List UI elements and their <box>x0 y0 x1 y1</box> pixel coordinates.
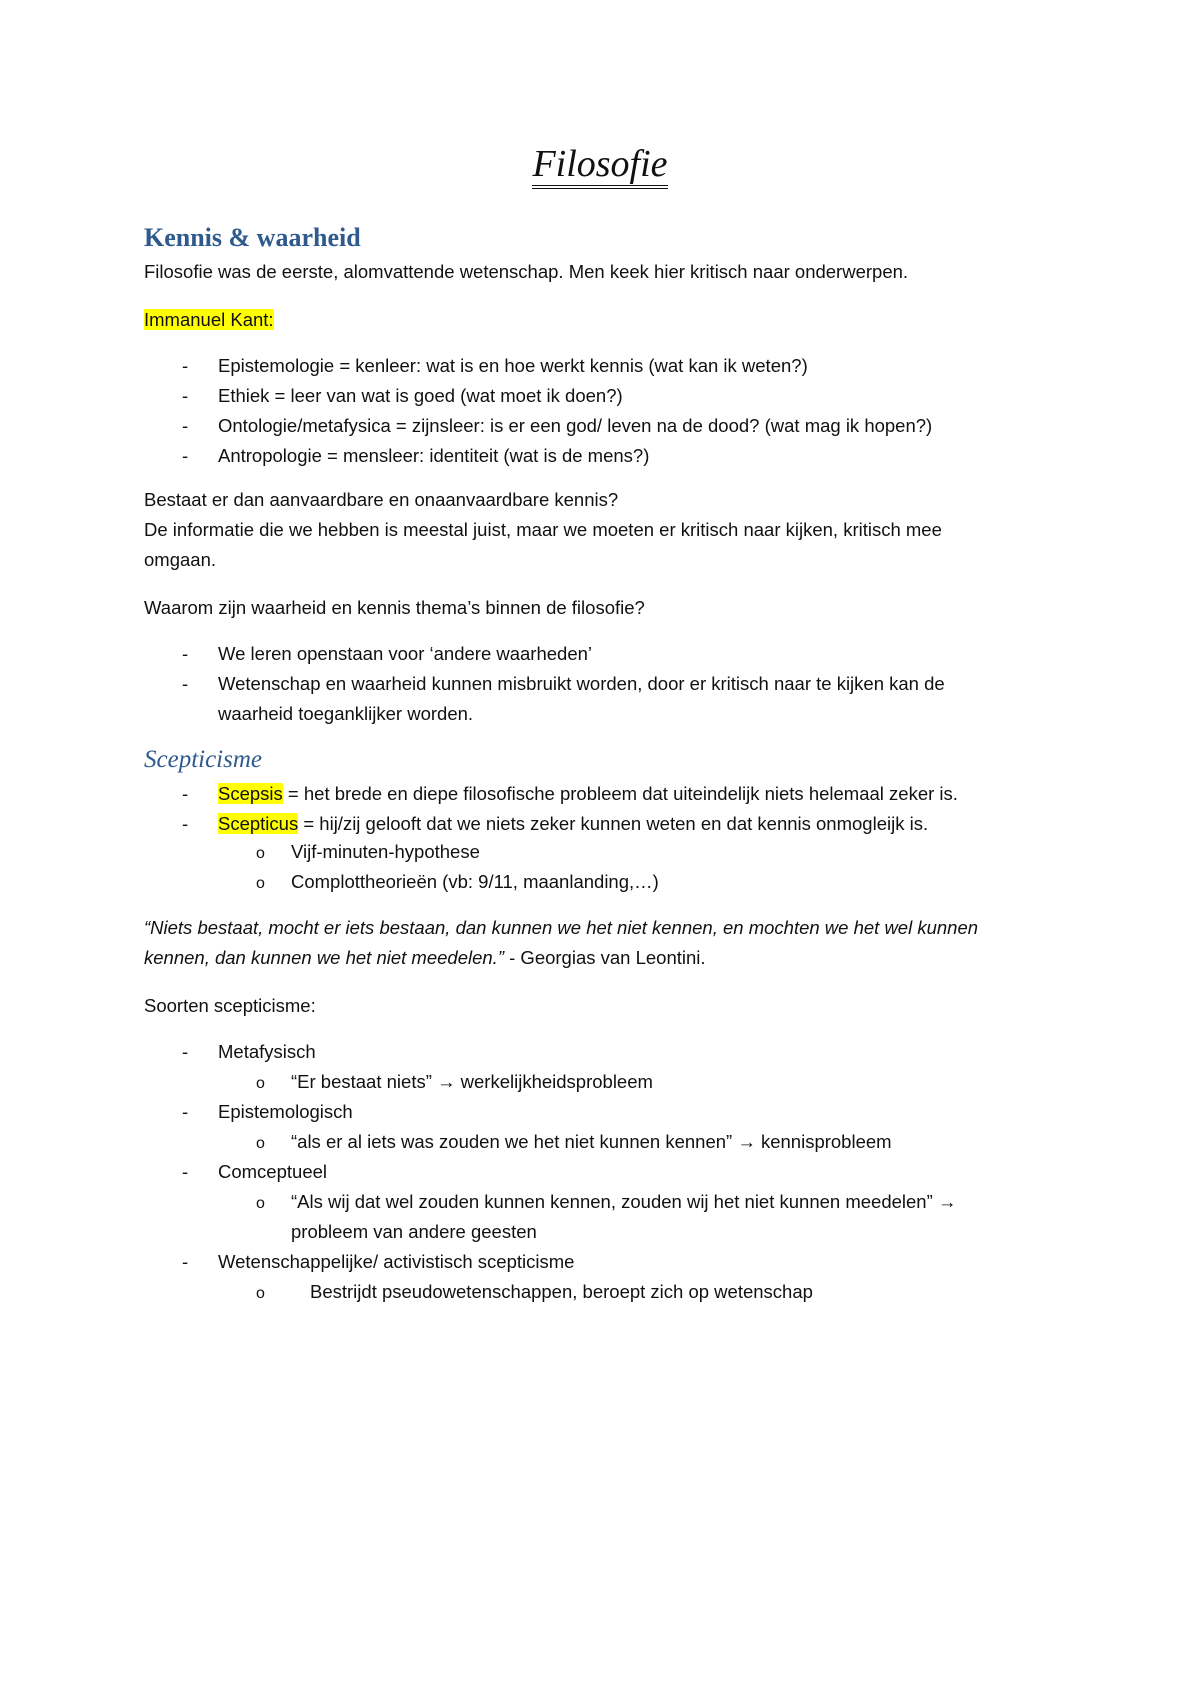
type-detail: “Er bestaat niets” → werkelijkheidsprobleem <box>291 1071 653 1092</box>
question-paragraph-2: Waarom zijn waarheid en kennis thema’s binnen de filosofie? <box>144 597 645 618</box>
quote-line2: kennen, dan kunnen we het niet meedelen.” - Georgias van Leontini. <box>144 947 706 968</box>
circle-bullet: o <box>256 1075 265 1092</box>
circle-bullet: o <box>256 1285 265 1302</box>
dash-bullet: - <box>182 1041 189 1062</box>
dash-bullet: - <box>182 673 189 694</box>
list-item: Antropologie = mensleer: identiteit (wat is de mens?) <box>218 445 650 466</box>
type-detail-continuation: probleem van andere geesten <box>291 1221 537 1242</box>
definition-scepsis: Scepsis = het brede en diepe filosofische probleem dat uiteindelijk niets helemaal zeker is. <box>218 783 958 804</box>
dash-bullet: - <box>182 643 189 664</box>
circle-bullet: o <box>256 845 265 862</box>
circle-bullet: o <box>256 1135 265 1152</box>
type-detail: “Als wij dat wel zouden kunnen kennen, zouden wij het niet kunnen meedelen” → <box>291 1191 957 1212</box>
list-item: Epistemologie = kenleer: wat is en hoe werkt kennis (wat kan ik weten?) <box>218 355 808 376</box>
sub-list-item: Complottheorieën (vb: 9/11, maanlanding,…) <box>291 871 659 892</box>
dash-bullet: - <box>182 445 189 466</box>
answer-paragraph-line2: omgaan. <box>144 549 216 570</box>
type-name: Epistemologisch <box>218 1101 353 1122</box>
term-scepticus: Scepticus <box>218 813 299 834</box>
types-label: Soorten scepticisme: <box>144 995 316 1016</box>
section-heading-scepticisme: Scepticisme <box>144 746 263 773</box>
type-name: Comceptueel <box>218 1161 328 1182</box>
dash-bullet: - <box>182 1251 189 1272</box>
list-item-continuation: waarheid toeganklijker worden. <box>218 703 474 724</box>
list-item: Ontologie/metafysica = zijnsleer: is er een god/ leven na de dood? (wat mag ik hopen?) <box>218 415 933 436</box>
sub-list-item: Vijf-minuten-hypothese <box>291 841 480 862</box>
intro-paragraph: Filosofie was de eerste, alomvattende wetenschap. Men keek hier kritisch naar onderwerpen. <box>144 261 909 282</box>
list-item: Wetenschap en waarheid kunnen misbruikt worden, door er kritisch naar te kijken kan de <box>218 673 945 694</box>
dash-bullet: - <box>182 783 189 804</box>
dash-bullet: - <box>182 355 189 376</box>
circle-bullet: o <box>256 875 265 892</box>
dash-bullet: - <box>182 1161 189 1182</box>
circle-bullet: o <box>256 1195 265 1212</box>
answer-paragraph-line1: De informatie die we hebben is meestal juist, maar we moeten er kritisch naar kijken, kritisch mee <box>144 519 942 540</box>
section-heading-kennis: Kennis & waarheid <box>144 223 361 252</box>
quote-line1: “Niets bestaat, mocht er iets bestaan, dan kunnen we het niet kennen, en mochten we het wel kunnen <box>144 917 979 938</box>
type-name: Metafysisch <box>218 1041 316 1062</box>
kant-label: Immanuel Kant: <box>144 309 274 330</box>
list-item: Ethiek = leer van wat is goed (wat moet ik doen?) <box>218 385 623 406</box>
dash-bullet: - <box>182 813 189 834</box>
quote-author: - Georgias van Leontini. <box>503 947 706 968</box>
document-title: Filosofie <box>0 141 1200 187</box>
dash-bullet: - <box>182 1101 189 1122</box>
type-name: Wetenschappelijke/ activistisch scepticisme <box>218 1251 575 1272</box>
definition-scepticus: Scepticus = hij/zij gelooft dat we niets zeker kunnen weten en dat kennis onmogleijk is. <box>218 813 929 834</box>
list-item: We leren openstaan voor ‘andere waarheden’ <box>218 643 593 664</box>
type-detail: Bestrijdt pseudowetenschappen, beroept zich op wetenschap <box>310 1281 813 1302</box>
dash-bullet: - <box>182 415 189 436</box>
dash-bullet: - <box>182 385 189 406</box>
question-paragraph: Bestaat er dan aanvaardbare en onaanvaardbare kennis? <box>144 489 619 510</box>
type-detail: “als er al iets was zouden we het niet kunnen kennen” → kennisprobleem <box>291 1131 892 1152</box>
term-scepsis: Scepsis <box>218 783 283 804</box>
